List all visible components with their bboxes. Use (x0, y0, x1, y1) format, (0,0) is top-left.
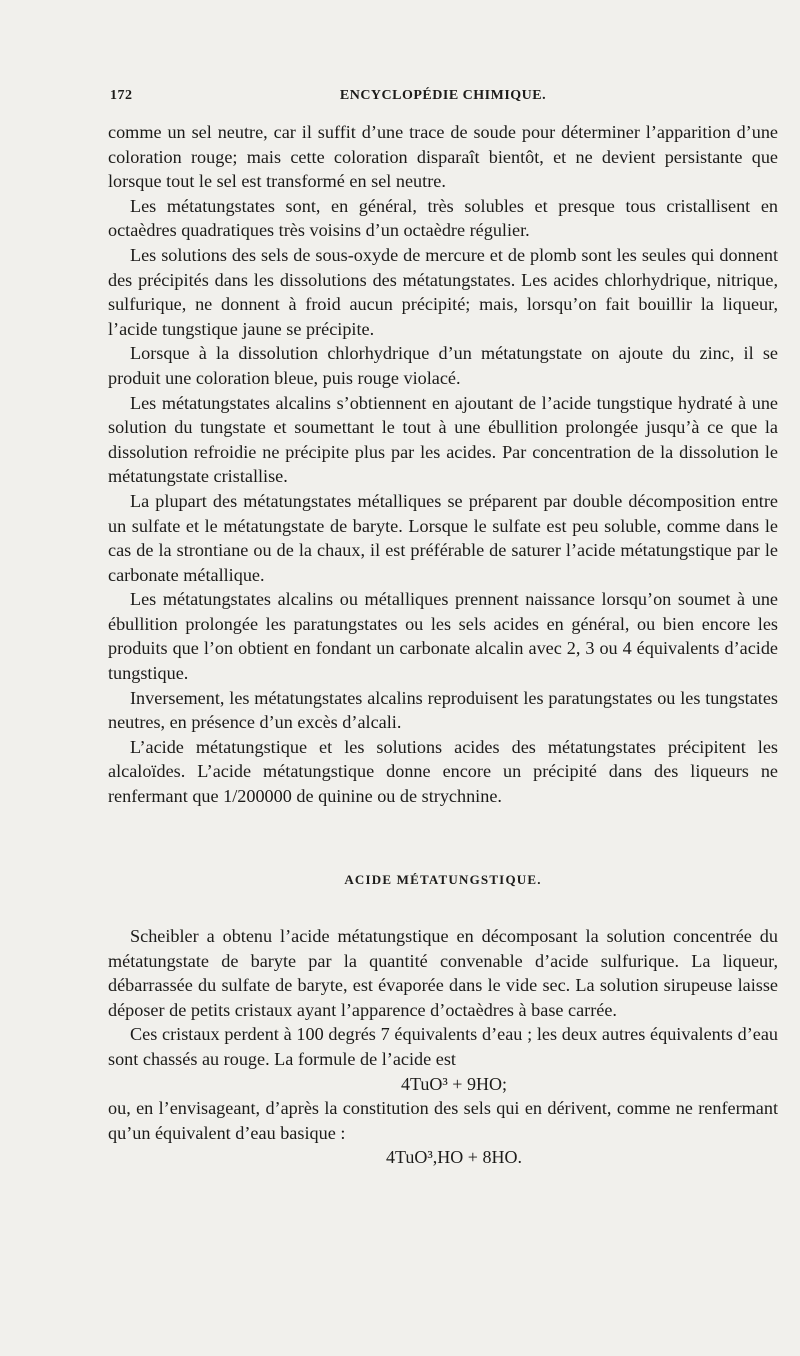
page-number: 172 (110, 88, 133, 103)
paragraph: Inversement, les métatungstates alcalins reproduisent les paratungstates ou les tungstates neutres, en présence d’un excès d’alcali. (108, 687, 778, 733)
running-head (108, 88, 778, 112)
paragraph: comme un sel neutre, car il suffit d’une trace de soude pour déterminer l’apparition d’une coloration rouge; mais cette coloration disparaît bientôt, et ne devient persistante que lorsque tout le sel est transformé en sel neutre. (108, 122, 778, 192)
paragraph: Les solutions des sels de sous-oxyde de mercure et de plomb sont les seules qui donnent des précipités dans les dissolutions des métatungstates. Les acides chlorhydrique, nitrique, sulfurique, ne donnent à froid aucun précipité; mais, lorsqu’on fait bouillir la liqueur, l’acide tungstique jaune se précipite. (108, 244, 778, 339)
journal-title: ENCYCLOPÉDIE CHIMIQUE. (339, 88, 547, 103)
section-heading: ACIDE MÉTATUNGSTIQUE. (344, 872, 542, 887)
paragraph: ou, en l’envisageant, d’après la constitution des sels qui en dérivent, comme ne renfermant qu’un équivalent d’eau basique : (108, 1098, 778, 1143)
chemical-formula: 4TuO³,HO + 8HO. (386, 1147, 522, 1168)
paragraph: La plupart des métatungstates métalliques se préparent par double décomposition entre un sulfate et le métatungstate de baryte. Lorsque le sulfate est peu soluble, comme dans le cas de la strontiane ou de la chaux, il est préférable de saturer l’acide métatungstique par le carbonate métallique. (108, 490, 778, 585)
paragraph: Les métatungstates alcalins ou métalliques prennent naissance lorsqu’on soumet à une ébullition prolongée les paratungstates ou les sels acides en général, ou bien encore les produits que l’on obtient en fondant un carbonate alcalin avec 2, 3 ou 4 équivalents d’acide tungstique. (108, 589, 778, 684)
paragraph: L’acide métatungstique et les solutions acides des métatungstates précipitent les alcaloïdes. L’acide métatungstique donne encore un précipité dans des liqueurs ne renfermant que 1/200000 de quinine ou de strychnine. (108, 736, 778, 807)
paragraph: Lorsque à la dissolution chlorhydrique d’un métatungstate on ajoute du zinc, il se produit une coloration bleue, puis rouge violacé. (108, 343, 778, 388)
paragraph: Scheibler a obtenu l’acide métatungstique en décomposant la solution concentrée du métatungstate de baryte par la quantité convenable d’acide sulfurique. La liqueur, débarrassée du sulfate de baryte, est évaporée dans le vide sec. La solution sirupeuse laisse déposer de petits cristaux ayant l’apparence d’octaèdres à base carrée. (108, 926, 778, 1020)
chemical-formula: 4TuO³ + 9HO; (401, 1073, 507, 1094)
paragraph: Les métatungstates sont, en général, très solubles et presque tous cristallisent en octaèdres quadratiques très voisins d’un octaèdre régulier. (108, 195, 778, 241)
book-page (108, 0, 778, 1356)
paragraph: Ces cristaux perdent à 100 degrés 7 équivalents d’eau ; les deux autres équivalents d’eau sont chassés au rouge. La formule de l’acide est (108, 1024, 778, 1069)
paragraph: Les métatungstates alcalins s’obtiennent en ajoutant de l’acide tungstique hydraté à une solution du tungstate et soumettant le tout à une ébullition prolongée jusqu’à ce que la dissolution refroidie ne précipite plus par les acides. Par concentration de la dissolution le métatungstate cristallise. (108, 392, 778, 487)
body-text-top (108, 120, 778, 809)
body-text-section (108, 924, 778, 1170)
